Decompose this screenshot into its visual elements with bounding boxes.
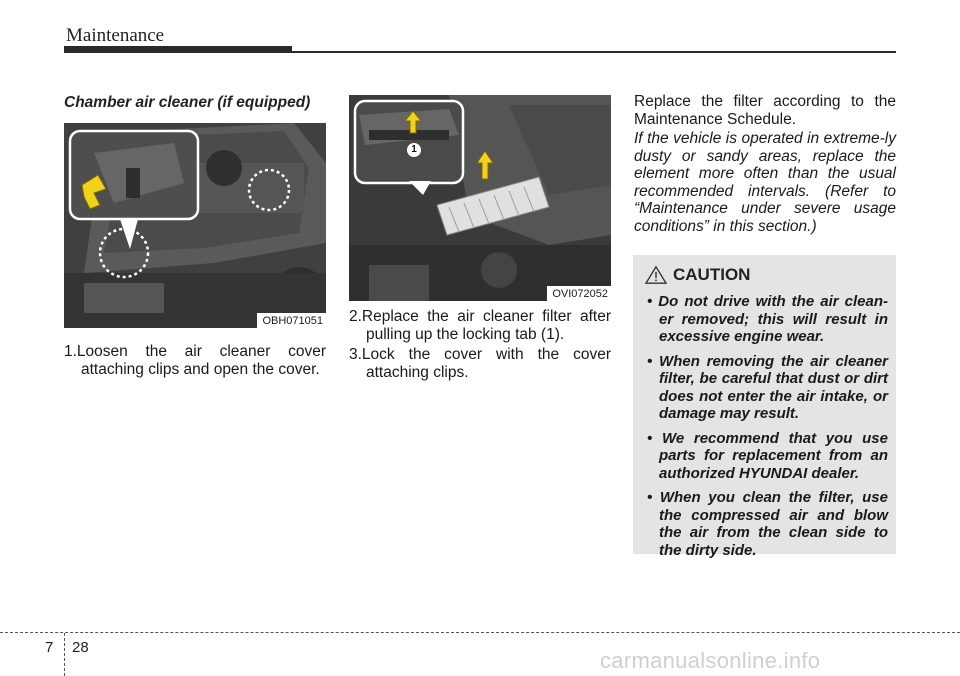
caution-title: CAUTION — [673, 265, 751, 284]
caution-box — [633, 255, 896, 559]
page-section-title: Maintenance — [66, 25, 165, 46]
step-text: 2.Replace the air cleaner filter after pulling up the locking tab (1). — [349, 308, 611, 343]
footer-rule — [0, 632, 960, 633]
step-3 — [349, 346, 611, 381]
header-bar — [64, 46, 292, 53]
photo-filter-replacement — [349, 95, 611, 301]
warning-triangle-icon — [643, 265, 669, 285]
caution-item: • Do not drive with the air clean-er removed; this will result in excessive engine wear. — [647, 293, 888, 345]
figure-code: OBH071051 — [257, 313, 326, 328]
step-text: 1.Loosen the air cleaner cover attaching clips and open the cover. — [64, 343, 326, 378]
photo-cover-clips — [64, 123, 326, 328]
engine-bay-photo-1 — [64, 123, 326, 328]
chapter-number: 7 — [45, 639, 54, 656]
callout-number: 1 — [411, 144, 417, 155]
engine-bay-photo-2 — [349, 95, 611, 301]
watermark: carmanualsonline.info — [600, 648, 821, 673]
header-rule — [292, 51, 896, 53]
body-paragraph: Replace the filter according to the Maintenance Schedule. — [634, 93, 896, 128]
caution-item: • We recommend that you use parts for replacement from an authorized HYUNDAI dealer. — [647, 429, 888, 482]
footer-divider — [64, 633, 65, 676]
caution-item: • When removing the air cleaner filter, be careful that dust or dirt does not enter the air intake, or damage may result. — [647, 352, 888, 422]
caution-list — [643, 293, 888, 566]
figure-code: OVI072052 — [547, 286, 611, 301]
caution-item: • When you clean the filter, use the compressed air and blow the air from the clean side to the dirty side. — [647, 489, 888, 559]
step-1 — [64, 343, 326, 378]
step-2 — [349, 308, 611, 343]
section-heading: Chamber air cleaner (if equipped) — [64, 94, 311, 111]
page-number: 28 — [72, 639, 89, 656]
body-note-paragraph: If the vehicle is operated in extreme-ly dusty or sandy areas, replace the element more often than the usual recommended intervals. (Refer to “Maintenance under severe usage conditions” in this section.) — [634, 130, 896, 235]
step-text: 3.Lock the cover with the cover attaching clips. — [349, 346, 611, 381]
